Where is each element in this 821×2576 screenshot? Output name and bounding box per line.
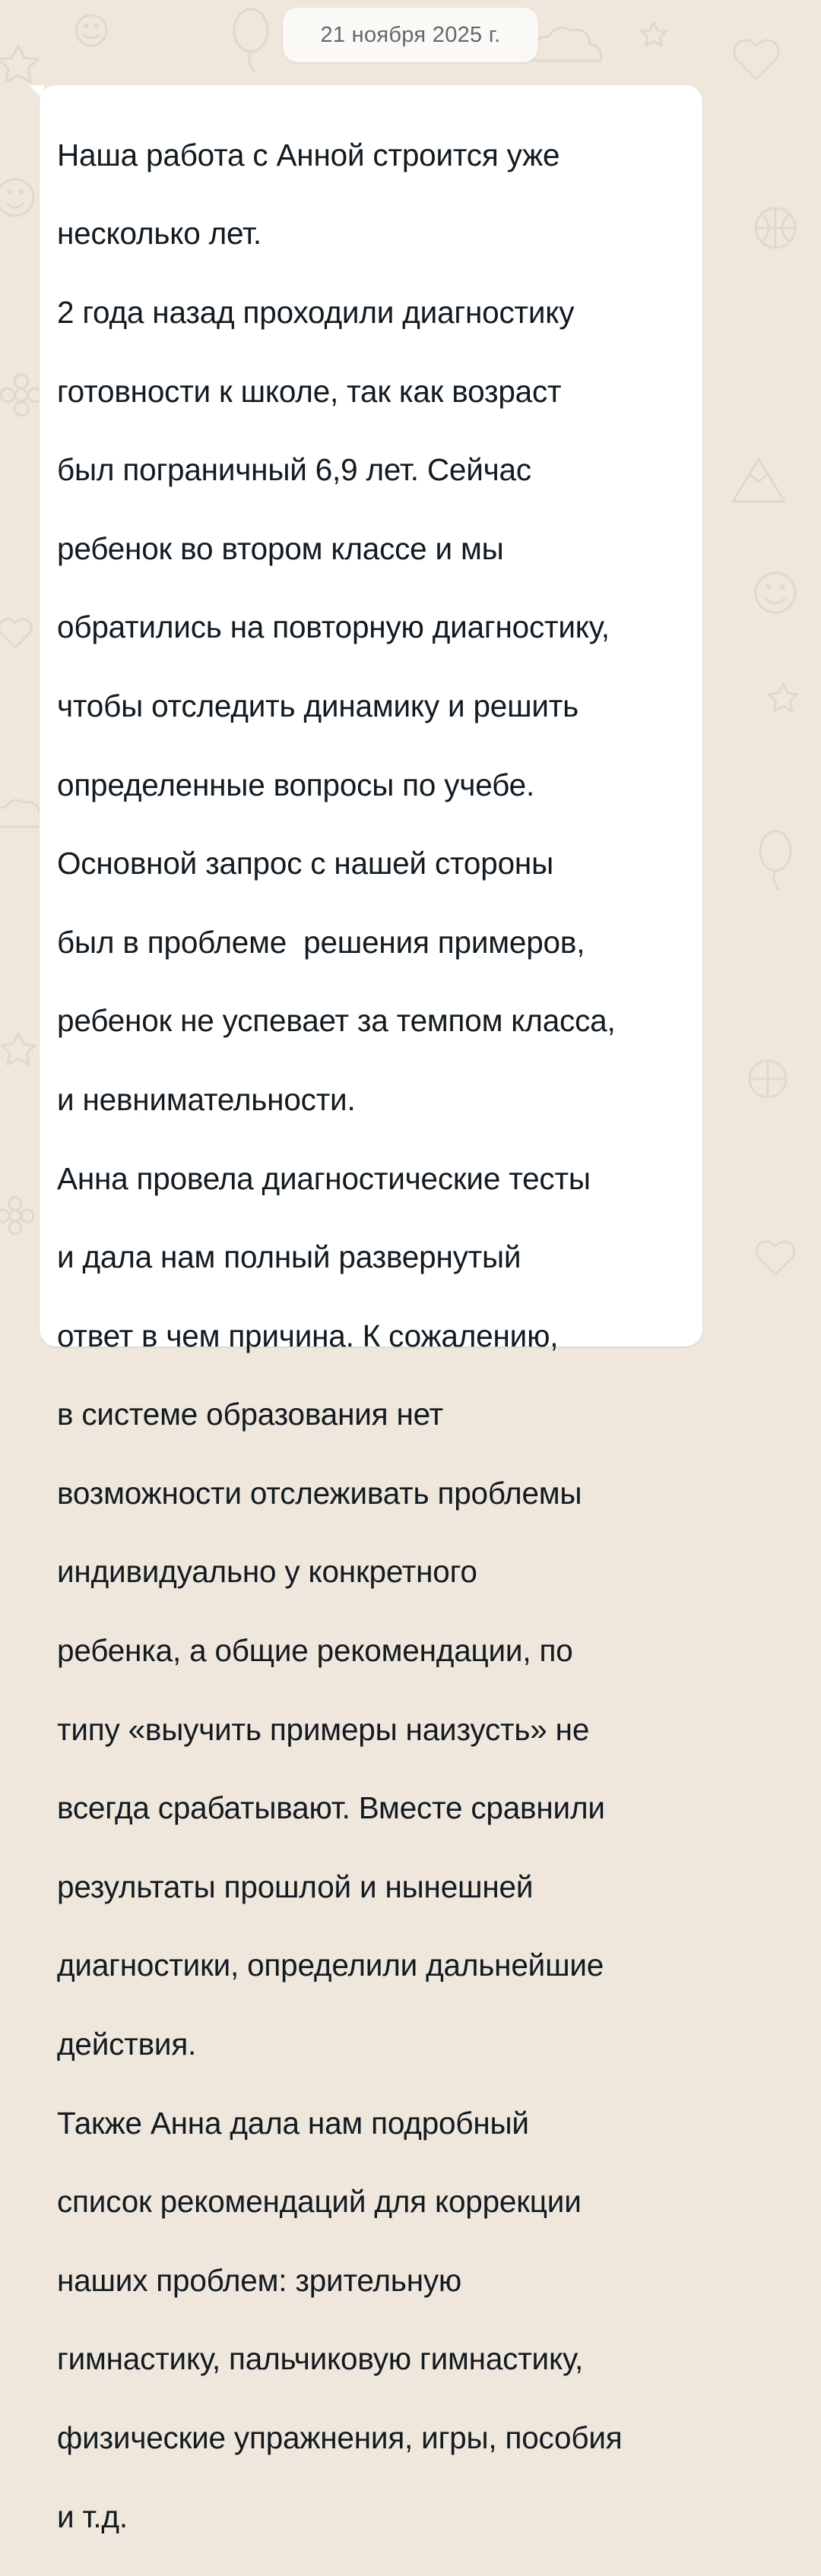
message-line: гимнастику, пальчиковую гимнастику, [57,2341,584,2377]
message-line: Основной запрос с нашей стороны [57,846,553,881]
smiley-icon [76,15,106,46]
message-line: чтобы отследить динамику и решить [57,688,579,723]
heart-icon [756,1242,794,1274]
date-divider-label: 21 ноября 2025 г. [320,22,501,47]
message-line: обратились на повторную диагностику, [57,609,610,645]
message-line: ребенок во втором классе и мы [57,530,504,566]
message-text [57,97,699,2576]
message-line: физические упражнения, игры, пособия [57,2420,623,2456]
message-line: 2 года назад проходили диагностику [57,294,575,330]
message-line: список рекомендаций для коррекции [57,2184,582,2220]
star-icon [0,46,38,82]
message-line: был пограничный 6,9 лет. Сейчас [57,452,531,488]
message-line: в системе образования нет [57,1397,443,1432]
ball-icon [750,1061,786,1097]
message-line: типу «выучить примеры наизусть» не [57,1711,590,1747]
message-line: ребенок не успевает за темпом класса, [57,1003,616,1039]
message-line: и невнимательности. [57,1081,356,1117]
mountain-icon [733,459,785,502]
message-line: Также Анна дала нам подробный [57,2105,529,2141]
message-line: Наша работа с Анной строится уже [57,137,560,172]
star-icon [769,684,797,711]
message-line: и дала нам полный развернутый [57,1239,521,1275]
balloon-icon [234,9,268,71]
message-line: определенные вопросы по учебе. [57,767,535,802]
message-line: результаты прошлой и нынешней [57,1869,534,1904]
message-line: ответ в чем причина. К сожалению, [57,1318,559,1353]
message-line: индивидуально у конкретного [57,1554,477,1590]
message-line: диагностики, определили дальнейшие [57,1948,604,1983]
message-line: всегда срабатывают. Вместе сравнили [57,1790,605,1826]
date-divider [283,8,538,62]
smiley-icon [756,573,795,612]
message-line: действия. [57,2027,197,2062]
ball-icon [756,208,795,248]
star-icon [2,1033,35,1065]
star-icon [642,23,666,46]
cloud-icon [531,27,601,61]
smiley-icon [0,179,33,216]
message-line: ребенка, а общие рекомендации, по [57,1633,573,1669]
message-line: был в проблеме решения примеров, [57,924,585,960]
message-line: Анна провела диагностические тесты [57,1160,591,1196]
heart-icon [0,619,31,647]
message-line: и т.д. [57,2498,128,2534]
heart-icon [734,40,779,79]
message-line: готовности к школе, так как возраст [57,373,562,409]
message-line: несколько лет. [57,216,262,252]
balloon-icon [760,831,791,889]
message-line: наших проблем: зрительную [57,2262,462,2298]
message-line: возможности отслеживать проблемы [57,1475,582,1511]
flower-icon [1,375,42,416]
flower-icon [0,1198,33,1234]
